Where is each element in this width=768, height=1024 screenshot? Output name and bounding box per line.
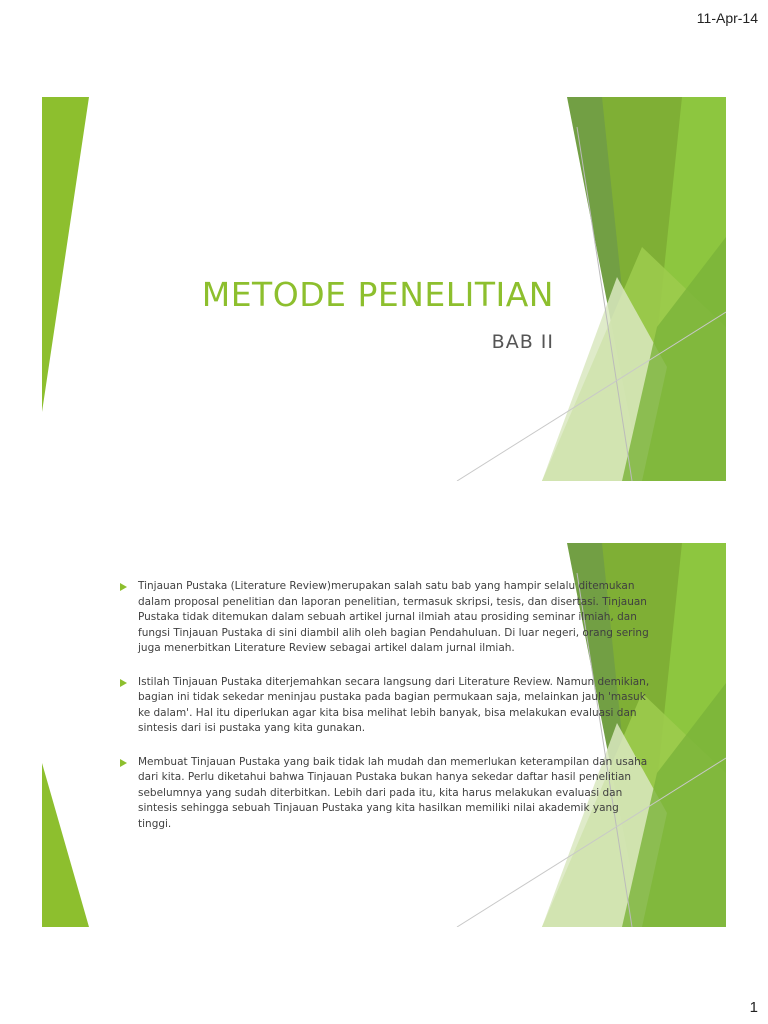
- page-number: 1: [749, 999, 758, 1016]
- bullet-item: [120, 755, 650, 833]
- title-slide: [42, 97, 726, 481]
- bullet-text: Tinjauan Pustaka (Literature Review)merupakan salah satu bab yang hampir selalu ditemukan dalam proposal penelitian dan laporan penelitian, termasuk skripsi, tesis, dan disertasi. Tinjauan Pustaka tidak ditemukan dalam sebuah artikel jurnal ilmiah atau prosiding seminar ilmiah, dan fungsi Tinjauan Pustaka di sini diambil alih oleh bagian Pendahuluan. Di luar negeri, orang sering juga menerbitkan Literature Review sebagai artikel dalam jurnal ilmiah.: [138, 580, 649, 654]
- left-green-wedge: [42, 97, 89, 412]
- bullet-item: [120, 579, 650, 657]
- bullet-text: Istilah Tinjauan Pustaka diterjemahkan secara langsung dari Literature Review. Namun demikian, bagian ini tidak sekedar meninjau pustaka pada bagian permukaan saja, melainkan jauh 'masuk ke dalam'. Hal itu diperlukan agar kita bisa melihat lebih banyak, bisa melakukan evaluasi dan sintesis dari isi pustaka yang kita gunakan.: [138, 675, 650, 734]
- content-slide: [42, 543, 726, 927]
- bullet-list: [120, 579, 650, 850]
- bullet-text: Membuat Tinjauan Pustaka yang baik tidak lah mudah dan memerlukan keterampilan dan usaha dari kita. Perlu diketahui bahwa Tinjauan Pustaka bukan hanya sekedar daftar hasil penelitian sebelumnya yang sudah diterbitkan. Lebih dari pada itu, kita harus melakukan evaluasi dan sintesis sehingga sebuah Tinjauan Pustaka yang kita hasilkan memiliki nilai akademik yang tinggi.: [138, 755, 648, 830]
- triangle-bullet-icon: [120, 759, 127, 767]
- bullet-item: [120, 675, 650, 737]
- triangle-bullet-icon: [120, 583, 127, 591]
- page-date: 11-Apr-14: [696, 10, 758, 26]
- slide-subtitle: BAB II: [491, 331, 554, 353]
- slide-title: METODE PENELITIAN: [201, 275, 554, 314]
- triangle-bullet-icon: [120, 679, 127, 687]
